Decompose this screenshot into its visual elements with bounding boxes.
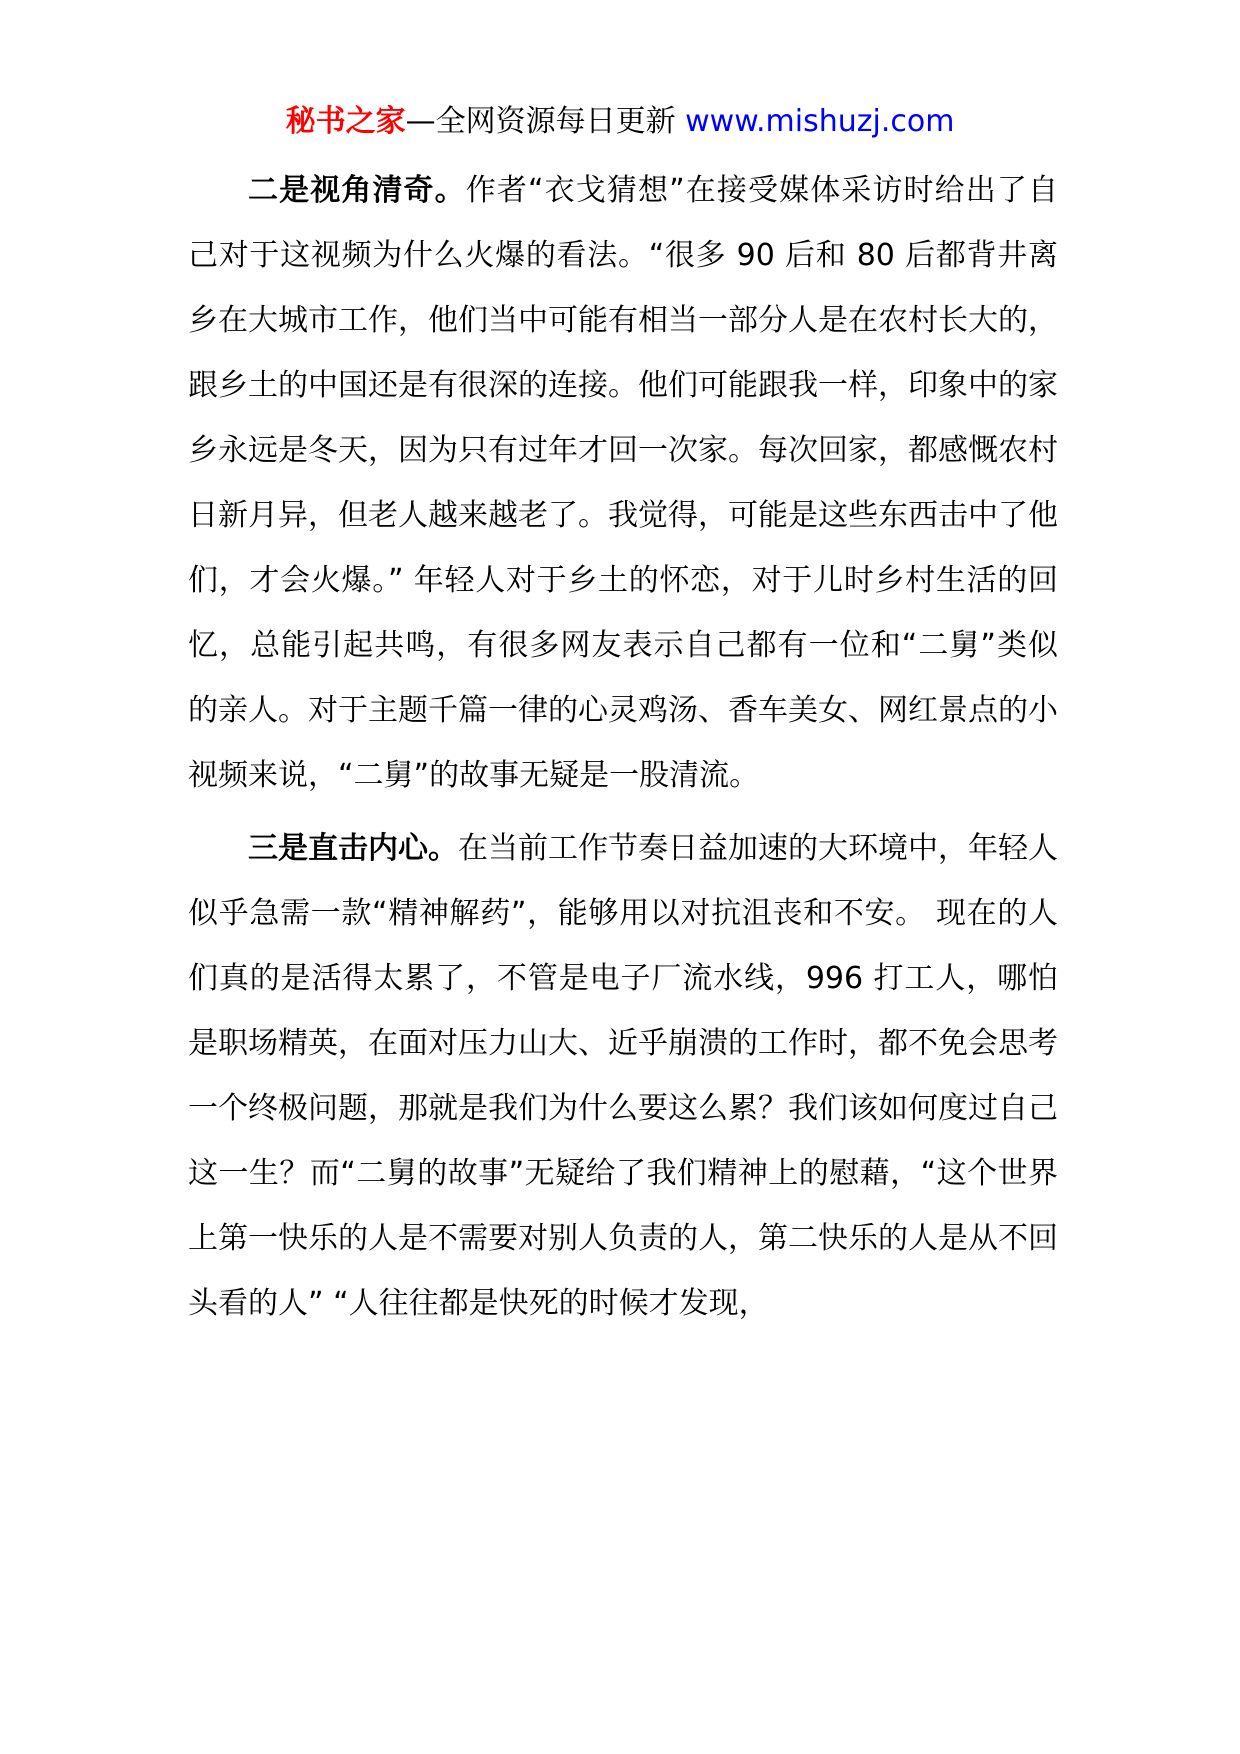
paragraph-text: 在当前工作节奏日益加速的大环境中，年轻人似乎急需一款“精神解药”，能够用以对抗沮丧和不安。 现在的人们真的是活得太累了，不管是电子厂流水线，996 打工人，哪怕是职场精英，在面对压力山大、近乎崩溃的工作时，都不免会思考一个终极问题，那就是我们为什么要这么累？我们该如何度过自己这一生？而“二舅的故事”无疑给了我们精神上的慰藉，“这个世界上第一快乐的人是不需要对别人负责的人，第二快乐的人是从不回头看的人” “人往往都是快死的时候才发现， (188, 831, 1058, 1321)
document-body (188, 158, 1058, 1336)
brand-name: 秘书之家 (285, 104, 406, 139)
paragraph-lead-heading: 二是视角清奇。 (248, 173, 466, 208)
paragraph-heart (188, 816, 1058, 1336)
paragraph-text: 作者“衣戈猜想”在接受媒体采访时给出了自己对于这视频为什么火爆的看法。“很多 90 后和 80 后都背井离乡在大城市工作，他们当中可能有相当一部分人是在农村长大的，跟乡土的中国还是有很深的连接。他们可能跟我一样，印象中的家乡永远是冬天，因为只有过年才回一次家。每次回家，都感慨农村日新月异，但老人越来越老了。我觉得，可能是这些东西击中了他们，才会火爆。” 年轻人对于乡土的怀恋，对于儿时乡村生活的回忆，总能引起共鸣，有很多网友表示自己都有一位和“二舅”类似的亲人。对于主题千篇一律的心灵鸡汤、香车美女、网红景点的小视频来说，“二舅”的故事无疑是一股清流。 (188, 173, 1059, 793)
header-tagline: —全网资源每日更新 (405, 104, 676, 139)
website-link[interactable]: www.mishuzj.com (685, 104, 955, 139)
page-header (0, 100, 1240, 144)
paragraph-perspective (188, 158, 1058, 808)
paragraph-lead-heading: 三是直击内心。 (248, 831, 458, 866)
